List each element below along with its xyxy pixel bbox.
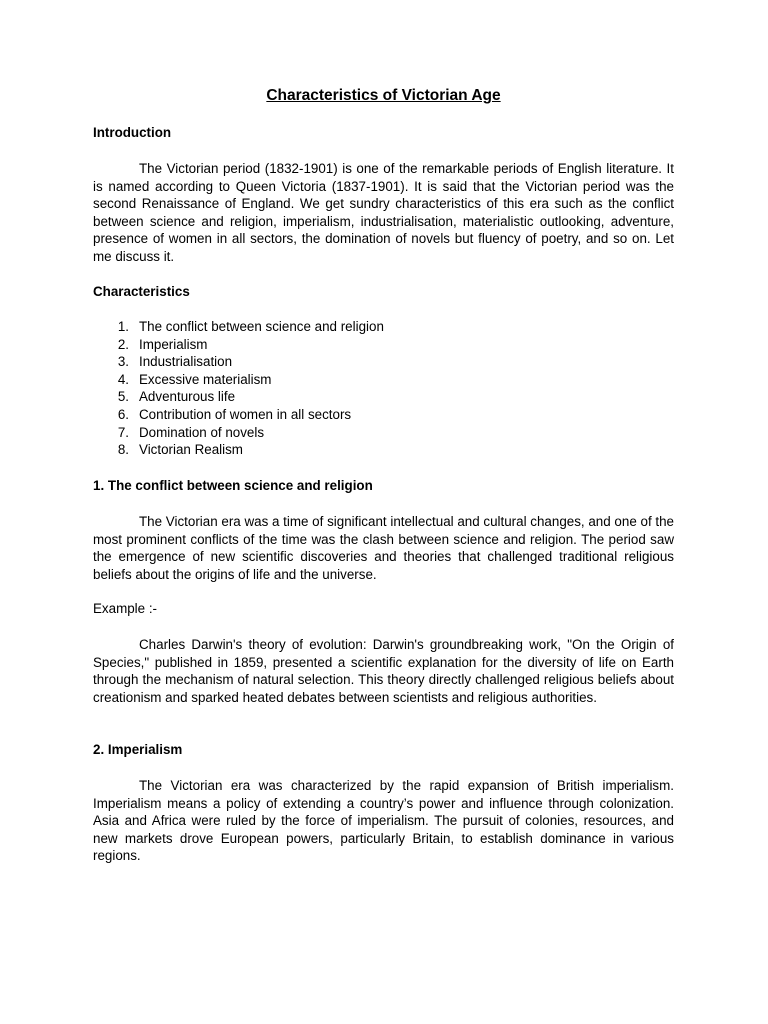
example-paragraph: Charles Darwin's theory of evolution: Darwin's groundbreaking work, "On the Origin of Species," published in 1859, presented a scientific explanation for the diversity of life on Earth through the mechanism of natural selection. This theory directly challenged religious beliefs about creationism and sparked heated debates between scientists and religious authorities. (93, 637, 674, 705)
section-2-heading: 2. Imperialism (93, 742, 183, 757)
section-1-paragraph: The Victorian era was a time of significant intellectual and cultural changes, and one of the most prominent conflicts of the time was the clash between science and religion. The period saw the emergence of new scientific discoveries and theories that challenged traditional religious beliefs about the origins of life and the universe. (93, 514, 674, 582)
section-2-paragraph: The Victorian era was characterized by the rapid expansion of British imperialism. Imperialism means a policy of extending a country’s power and influence through colonization. Asia and Africa were ruled by the force of imperialism. The pursuit of colonies, resources, and new markets drove European powers, particularly Britain, to establish dominance in various regions. (93, 778, 674, 864)
introduction-heading: Introduction (93, 125, 172, 140)
document-title: Characteristics of Victorian Age (266, 87, 501, 104)
introduction-paragraph: The Victorian period (1832-1901) is one of the remarkable periods of English literature. It is named according to Queen Victoria (1837-1901). It is said that the Victorian period was the second Renaissance of England. We get sundry characteristics of this era such as the conflict between science and religion, imperialism, industrialisation, materialistic outlooking, adventure, presence of women in all sectors, the domination of novels but fluency of poetry, and so on. Let me discuss it. (93, 161, 674, 264)
characteristics-heading: Characteristics (93, 284, 190, 299)
section-1-heading: 1. The conflict between science and religion (93, 478, 373, 493)
example-label: Example :- (93, 601, 157, 616)
